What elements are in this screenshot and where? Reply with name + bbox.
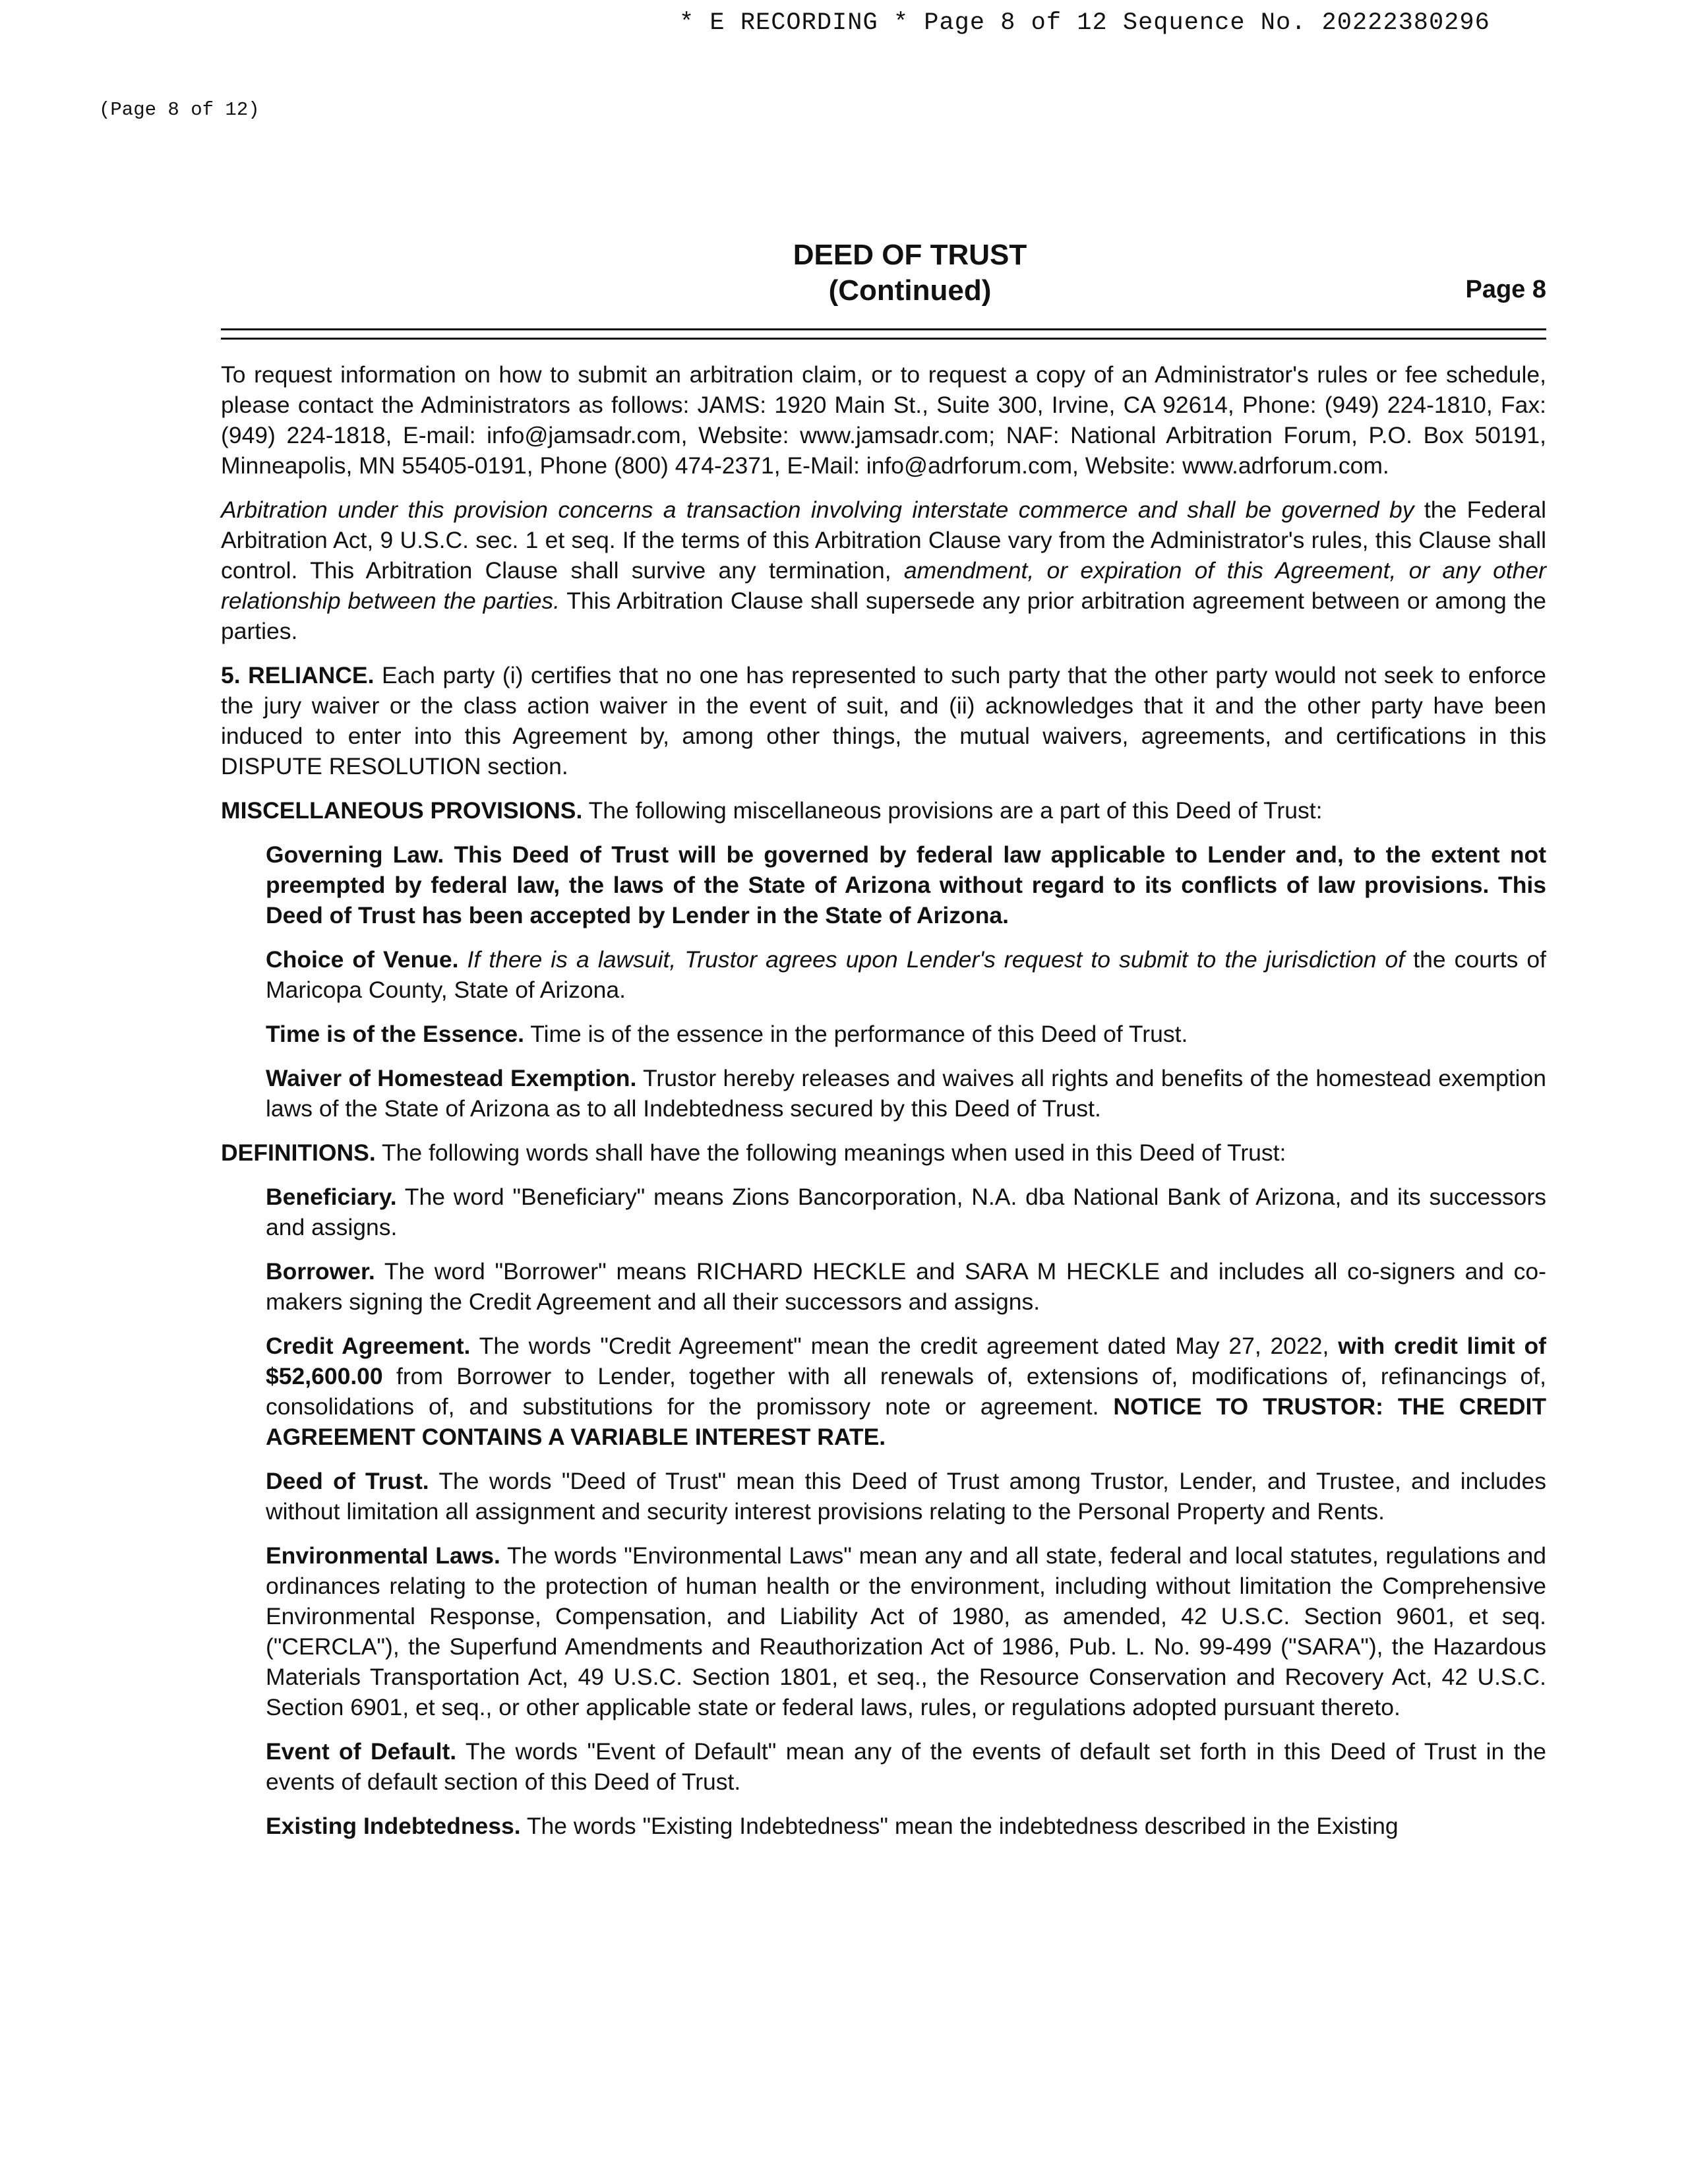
credit-notice-text: NOTICE TO TRUSTOR: THE CREDIT AGREEMENT CONTAINS A VARIABLE INTEREST RATE. — [266, 1393, 1546, 1450]
page-of-indicator: (Page 8 of 12) — [99, 99, 260, 121]
credit-limit-text: with credit limit of $52,600.00 — [266, 1333, 1546, 1389]
event-of-default-text: The words "Event of Default" mean any of the events of default set forth in this Deed of Trust in the events of default section of this Deed of Trust. — [266, 1738, 1546, 1795]
page-number-label: Page 8 — [1465, 276, 1546, 303]
governing-law-text: This Deed of Trust will be governed by federal law applicable to Lender and, to the extent not preempted by federal law, the laws of the State of Arizona without regard to its conflicts of law provisions. This Deed of Trust has been accepted by Lender in the State of Arizona. — [266, 841, 1547, 928]
document-title: DEED OF TRUST — [793, 239, 1027, 271]
credit-agreement-text-1: The words "Credit Agreement" mean the credit agreement dated May 27, 2022, — [470, 1333, 1329, 1359]
arbitration-supersede-text: This Arbitration Clause shall supersede any prior arbitration agreement between or among the parties. — [221, 588, 1546, 644]
arbitration-governed-paragraph — [221, 495, 1546, 646]
arbitration-contact-paragraph — [221, 359, 1546, 481]
document-title-block — [699, 237, 1121, 309]
choice-of-venue-title: Choice of Venue. — [266, 946, 459, 973]
choice-of-venue-text: the courts of Maricopa County, State of Arizona. — [266, 946, 1547, 1003]
definitions-paragraph — [221, 1138, 1546, 1168]
reliance-paragraph — [221, 660, 1546, 781]
borrower-text: The word "Borrower" means RICHARD HECKLE and SARA M HECKLE and includes all co-signers and co-makers signing the Credit Agreement and all their successors and assigns. — [266, 1258, 1546, 1315]
header-divider-bottom — [221, 338, 1546, 340]
credit-agreement-text-2: from Borrower to Lender, together with all renewals of, extensions of, modifications of, refinancings of, consolidations of, and substitutions for the promissory note or agreement. — [266, 1363, 1546, 1420]
misc-provisions-intro: The following miscellaneous provisions are a part of this Deed of Trust: — [582, 797, 1323, 824]
definitions-intro: The following words shall have the following meanings when used in this Deed of Trust: — [375, 1139, 1286, 1166]
credit-agreement-definition — [266, 1331, 1546, 1452]
beneficiary-text: The word "Beneficiary" means Zions Bancorporation, N.A. dba National Bank of Arizona, and its successors and assigns. — [266, 1184, 1546, 1240]
governing-law-paragraph — [266, 839, 1546, 930]
reliance-text: Each party (i) certifies that no one has represented to such party that the other party would not seek to enforce the jury waiver or the class action waiver in the event of suit, and (ii) acknowledges that it and the other party have been induced to enter into this Agreement by, among other things, the mutual waivers, agreements, and certifications in this DISPUTE RESOLUTION section. — [221, 662, 1546, 779]
existing-indebtedness-title: Existing Indebtedness. — [266, 1813, 521, 1839]
deed-of-trust-definition — [266, 1466, 1546, 1527]
event-of-default-definition — [266, 1736, 1546, 1797]
reliance-heading: 5. RELIANCE. — [221, 662, 375, 688]
existing-indebtedness-definition — [266, 1811, 1546, 1841]
homestead-waiver-title: Waiver of Homestead Exemption. — [266, 1065, 637, 1091]
document-body — [221, 359, 1546, 1855]
choice-of-venue-italic: If there is a lawsuit, Trustor agrees upon Lender's request to submit to the jurisdiction of — [458, 946, 1405, 973]
borrower-title: Borrower. — [266, 1258, 375, 1285]
misc-provisions-heading: MISCELLANEOUS PROVISIONS. — [221, 797, 583, 824]
arbitration-governed-text: the Federal Arbitration Act, 9 U.S.C. sec. 1 et seq. If the terms of this Arbitration Clause vary from the Administrator's rules, this Clause shall control. This Arbitration Clause shall survive any termination, — [221, 497, 1546, 584]
homestead-waiver-text: Trustor hereby releases and waives all rights and benefits of the homestead exemption laws of the State of Arizona as to all Indebtedness secured by this Deed of Trust. — [266, 1065, 1546, 1122]
borrower-definition — [266, 1256, 1546, 1317]
environmental-laws-text: The words "Environmental Laws" mean any and all state, federal and local statutes, regulations and ordinances relating to the protection of human health or the environment, including without limitation the Comprehensive Environmental Response, Compensation, and Liability Act of 1980, as amended, 42 U.S.C. Section 9601, et seq. ("CERCLA"), the Superfund Amendments and Reauthorization Act of 1986, Pub. L. No. 99-499 ("SARA"), the Hazardous Materials Transportation Act, 49 U.S.C. Section 1801, et seq., the Resource Conservation and Recovery Act, 42 U.S.C. Section 6901, et seq., or other applicable state or federal laws, rules, or regulations adopted pursuant thereto. — [266, 1542, 1546, 1720]
deed-of-trust-text: The words "Deed of Trust" mean this Deed of Trust among Trustor, Lender, and Trustee, and includes without limitation all assignment and security interest provisions relating to the Personal Property and Rents. — [266, 1468, 1546, 1525]
beneficiary-definition — [266, 1182, 1546, 1242]
governing-law-title: Governing Law. — [266, 841, 444, 868]
misc-provisions-paragraph — [221, 795, 1546, 826]
definitions-heading: DEFINITIONS. — [221, 1139, 376, 1166]
homestead-waiver-paragraph — [266, 1063, 1546, 1124]
choice-of-venue-paragraph — [266, 944, 1546, 1005]
environmental-laws-title: Environmental Laws. — [266, 1542, 500, 1569]
arbitration-amendment-italic: amendment, or expiration of this Agreement, or any other relationship between the parties. — [221, 557, 1546, 614]
time-of-essence-paragraph — [266, 1019, 1546, 1049]
existing-indebtedness-text: The words "Existing Indebtedness" mean the indebtedness described in the Existing — [520, 1813, 1399, 1839]
deed-of-trust-title: Deed of Trust. — [266, 1468, 429, 1494]
credit-agreement-title: Credit Agreement. — [266, 1333, 471, 1359]
header-divider-top — [221, 328, 1546, 330]
time-of-essence-text: Time is of the essence in the performance of this Deed of Trust. — [524, 1021, 1188, 1047]
arbitration-contact-text: To request information on how to submit an arbitration claim, or to request a copy of an Administrator's rules or fee schedule, please contact the Administrators as follows: JAMS: 1920 Main St., Suite 300, Irvine, CA 92614, Phone: (949) 224-1810, Fax: (949) 224-1818, E-mail: info@jamsadr.com, Website: www.jamsadr.com; NAF: National Arbitration Forum, P.O. Box 50191, Minneapolis, MN 55405-0191, Phone (800) 474-2371, E-Mail: info@adrforum.com, Website: www.adrforum.com. — [221, 361, 1546, 479]
event-of-default-title: Event of Default. — [266, 1738, 457, 1765]
document-subtitle: (Continued) — [828, 274, 992, 307]
time-of-essence-title: Time is of the Essence. — [266, 1021, 524, 1047]
arbitration-governed-italic: Arbitration under this provision concerns a transaction involving interstate commerce and shall be governed by — [221, 497, 1414, 523]
recording-stamp: * E RECORDING * Page 8 of 12 Sequence No. 20222380296 — [679, 9, 1490, 37]
beneficiary-title: Beneficiary. — [266, 1184, 397, 1210]
environmental-laws-definition — [266, 1540, 1546, 1722]
